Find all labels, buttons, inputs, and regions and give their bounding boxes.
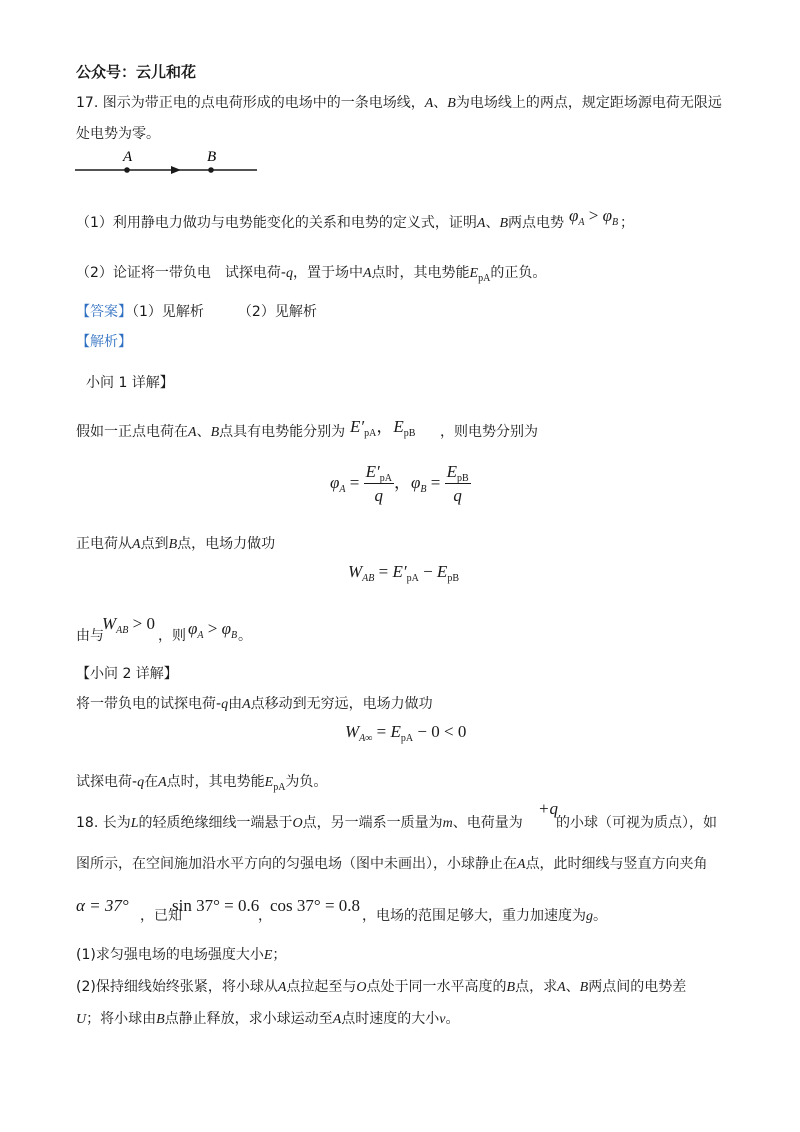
q17-number: 17. bbox=[76, 95, 99, 111]
point-b-label: B bbox=[207, 149, 217, 165]
formula-sin37: sin 37° = 0.6 bbox=[172, 896, 260, 915]
analysis-tag: 【解析】 bbox=[76, 334, 132, 350]
q18-part1: (1)求匀强电场的电场强度大小E； bbox=[76, 947, 287, 963]
formula-work-A-infinity: $W_{A\infty} = E_{pA} - 0 < 0$ bbox=[345, 722, 467, 744]
formula-plus-q: +q bbox=[538, 799, 558, 818]
formula-cos37: cos 37° = 0.8 bbox=[270, 896, 361, 915]
formula-work-AB: $W_{AB} = E'_{pA} - E_{pB}$ bbox=[348, 562, 459, 584]
sub1-line3-end: 。 bbox=[238, 628, 252, 644]
formula-potential-energies: $E'_{pA}$，$E_{pB}$ bbox=[350, 417, 416, 439]
formula-alpha: α = 37° bbox=[76, 896, 129, 915]
point-a-label: A bbox=[123, 149, 133, 165]
q18-line1-end: 的小球（可视为质点），如 bbox=[556, 815, 717, 831]
formula-phiA-gt-phiB: $\varphi_A > \varphi_B$ bbox=[569, 206, 619, 228]
answer-tag: 【答案】 bbox=[76, 304, 132, 320]
sub1-line3-mid: ，则 bbox=[158, 628, 186, 644]
formula-conclusion-phiA-gt-phiB: $\varphi_A > \varphi_B$ bbox=[188, 619, 238, 641]
q18-number: 18. bbox=[76, 815, 99, 831]
q18-line3-end: ，电场的范围足够大，重力加速度为g。 bbox=[362, 908, 607, 924]
sub1-title: 小问 1 详解】 bbox=[86, 375, 174, 391]
sub2-line2: 试探电荷-q在A点时，其电势能$E_{pA}$为负。 bbox=[76, 774, 328, 793]
q17-part1: （1）利用静电力做功与电势能变化的关系和电势的定义式，证明A、B两点电势 bbox=[76, 215, 565, 231]
fraction-phiA: $\frac{E'_{pA}}{q}$ bbox=[365, 462, 392, 505]
formula-WAB-gt-0: $W_{AB} > 0$ bbox=[102, 614, 155, 636]
sub1-line2: 正电荷从A点到B点，电场力做功 bbox=[76, 536, 276, 552]
q18-line1: 18. 长为L的轻质绝缘细线一端悬于O点，另一端系一质量为m、电荷量为 bbox=[76, 815, 523, 831]
q17-stem-line2: 处电势为零。 bbox=[76, 126, 160, 142]
formula-potential-definitions: $\varphi_A$ = $\frac{E'_{pA}}{q}$ ，$\varphi_B$ = $\frac{E_{pB}}{q}$ bbox=[330, 462, 469, 505]
q17-stem-line1: 17. 图示为带正电的点电荷形成的电场中的一条电场线，A、B为电场线上的两点，规定距场源电荷无限远 bbox=[76, 95, 722, 111]
q18-part2-line2: U；将小球由B点静止释放，求小球运动至A点时速度的大小v。 bbox=[76, 1011, 460, 1027]
electric-field-line-figure bbox=[70, 145, 270, 185]
q18-line3-comma: ， bbox=[258, 908, 272, 924]
q18-part2-line1: (2)保持细线始终张紧，将小球从A点拉起至与O点处于同一水平高度的B点，求A、B两点间的电势差 bbox=[76, 979, 687, 995]
q17-part2: （2）论证将一带负电 试探电荷-q，置于场中A点时，其电势能$E_{pA}$的正负。 bbox=[76, 265, 547, 284]
fraction-phiB: $\frac{E_{pB}}{q}$ bbox=[446, 462, 469, 505]
q18-line2: 图所示，在空间施加沿水平方向的匀强电场（图中未画出），小球静止在A点，此时细线与竖直方向夹角 bbox=[76, 856, 708, 872]
answer-line: 【答案】（1）见解析 （2）见解析 bbox=[76, 304, 317, 320]
field-direction-arrow bbox=[171, 166, 181, 174]
q17-part1-end: ； bbox=[620, 215, 634, 231]
q18-line3-given: ，已知 bbox=[140, 908, 182, 924]
source-header: 公众号：云儿和花 bbox=[76, 63, 197, 81]
sub2-title: 【小问 2 详解】 bbox=[76, 666, 178, 682]
sub2-line1: 将一带负电的试探电荷-q由A点移动到无穷远，电场力做功 bbox=[76, 696, 433, 712]
point-b-dot bbox=[208, 167, 214, 173]
sub1-line3-start: 由与 bbox=[76, 628, 104, 644]
point-a-dot bbox=[124, 167, 130, 173]
sub1-line1-end: ，则电势分别为 bbox=[440, 424, 538, 440]
sub1-line1: 假如一正点电荷在A、B点具有电势能分别为 bbox=[76, 424, 346, 440]
